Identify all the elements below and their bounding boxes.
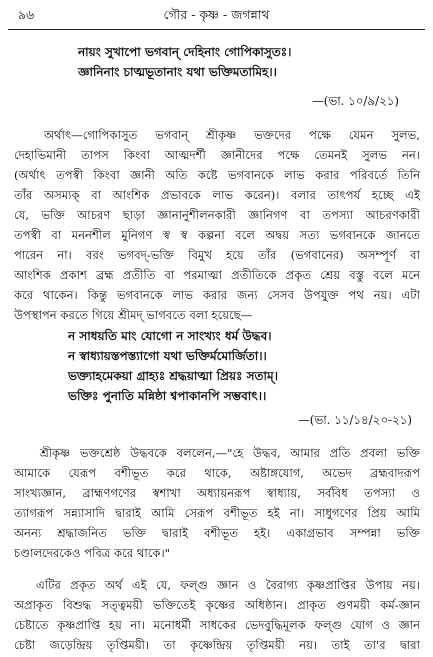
verse2-reference: —(ভা. ১১/১৪/২০-২১) xyxy=(298,413,412,427)
paragraph1-line-9: করে থাকেন। কিন্তু ভগবানকে লাভ করার জন্য সেসব উপযুক্ত পথ নয়। এটা xyxy=(14,288,420,302)
paragraph3-line-4: চেষ্টা জড়েন্দ্রিয় তৃপ্তিময়ী। তা কৃষ্ণেন্দ্রিয় তৃপ্তিময়ী নয়। তাই তা'র দ্বারা xyxy=(14,638,420,652)
paragraph1-line-6: তপস্বী বা মননশীল মুনিগণ স্ব স্ব কল্পনা বলে অদ্বয় সত্য ভগবানকে জানতে xyxy=(14,228,420,242)
paragraph3-line-2: অপ্রাকৃত বিশুদ্ধ সত্ত্বময়ী ভক্তিতেই কৃষ্ণের অধিষ্ঠান। প্রাকৃত গুণময়ী কর্ম-জ্ঞান xyxy=(14,598,420,612)
paragraph1-line-3: (অর্থাৎ তপস্বী কিংবা জ্ঞানী অতি কষ্টে ভগবানকে লাভ করার পরিবর্তে তিনি xyxy=(14,168,420,182)
verse1-line-2: জ্ঞানিনাং চাত্মভূতানাং যথা ভক্তিমতামিহ।। xyxy=(78,65,277,79)
verse2-line-2: ন স্বাধ্যায়স্তপস্ত্যাগো যথা ভক্তির্মমোর্জিতা।। xyxy=(68,349,267,363)
paragraph1-line-1: অর্থাৎ—গোপিকাসুত ভগবান্ শ্রীকৃষ্ণ ভক্তদের পক্ষে যেমন সুলভ, xyxy=(44,128,420,142)
verse2-line-3: ভক্ত্যাহমেকয়া গ্রাহ্যঃ শ্রদ্ধয়াত্মা প্রিয়ঃ সতাম্। xyxy=(68,369,278,383)
paragraph1-line-5: যে, ভক্তি আচরণ ছাড়া জ্ঞানানুশীলনকারী জ্ঞানিগণ বা তপস্যা আচরণকারী xyxy=(14,208,420,222)
paragraph3-line-3: চেষ্টাতে কৃষ্ণপ্রাপ্তি হয় না। মনোধর্মী সাধকের ভেদবুদ্ধিমূলক ফল্গু যোগ ও জ্ঞান xyxy=(14,618,420,632)
verse2-line-1: ন সাধয়তি মাং যোগো ন সাংখ্যং ধর্ম উদ্ধব। xyxy=(68,329,272,343)
paragraph1-line-2: দেহাভিমানী তাপস কিংবা আত্মদর্শী জ্ঞানীদের পক্ষে তেমনই সুলভ নন। xyxy=(14,148,420,162)
page-number: ৯৬ xyxy=(18,7,35,22)
running-title: গৌর - কৃষ্ণ - জগন্নাথ xyxy=(163,7,270,22)
header-rule xyxy=(8,29,425,30)
paragraph3-line-1: এটির প্রকৃত অর্থ এই যে, ফল্গু জ্ঞান ও বৈরাগ্য কৃষ্ণপ্রাপ্তির উপায় নয়। xyxy=(36,578,420,592)
paragraph2-line-5: অনন্য শ্রদ্ধাজনিত ভক্তি দ্বারাই বশীভূত হই। একাগ্রভাব সম্পন্না ভক্তি xyxy=(14,526,420,540)
paragraph1-line-8: আংশিক প্রকাশ ব্রহ্ম প্রতীতি বা পরমাত্মা প্রতীতিকে প্রকৃত শ্রেয় বস্তু বলে মনে xyxy=(14,268,420,282)
verse1-line-1: নায়ং সুখাপো ভগবান্ দেহিনাং গোপিকাসুতঃ। xyxy=(78,45,292,59)
paragraph2-line-4: ত্যাগরূপ সন্ন্যাসাদি দ্বারাই আমি সেরূপ বশীভূত হই না। সাধুগণের প্রিয় আমি xyxy=(14,506,420,520)
paragraph2-line-6: চণ্ডালদেরকেও পবিত্র করে থাকে।" xyxy=(14,546,170,560)
paragraph1-line-7: পারেন না। বরং ভগবদ্-ভক্তি বিমুখ হয়ে তাঁর (ভগবানের) অসম্পূর্ণ বা xyxy=(14,248,420,262)
paragraph1-line-10: উপস্থাপন করতে গিয়ে শ্রীমদ্ ভাগবতে বলা হয়েছে— xyxy=(14,308,253,322)
page-header xyxy=(8,4,425,26)
verse1-reference: —(ভা. ১০/৯/২১) xyxy=(312,94,399,108)
paragraph2-line-1: শ্রীকৃষ্ণ ভক্তশ্রেষ্ঠ উদ্ধবকে বললেন,—"হে উদ্ধব, আমার প্রতি প্রবলা ভক্তি xyxy=(40,446,420,460)
paragraph1-line-4: তাঁর অসম্যক্ বা আংশিক প্রভাবকে লাভ করেন)। বলার তাৎপর্য হচ্ছে এই xyxy=(14,188,420,202)
paragraph2-line-3: সাংখ্যজ্ঞান, ব্রাহ্মণগণের স্বশাখা অধ্যায়নরূপ স্বাধ্যায়, সর্ববিধ তপস্যা ও xyxy=(14,486,420,500)
paragraph2-line-2: আমাকে যেরূপ বশীভূত করে থাকে, অষ্টাঙ্গযোগ, অভেদ ব্রহ্মবাদরূপ xyxy=(14,466,420,480)
verse2-line-4: ভক্তিঃ পুনাতি মন্নিষ্ঠা শ্বপাকানপি সম্ভবাৎ।। xyxy=(68,389,267,403)
